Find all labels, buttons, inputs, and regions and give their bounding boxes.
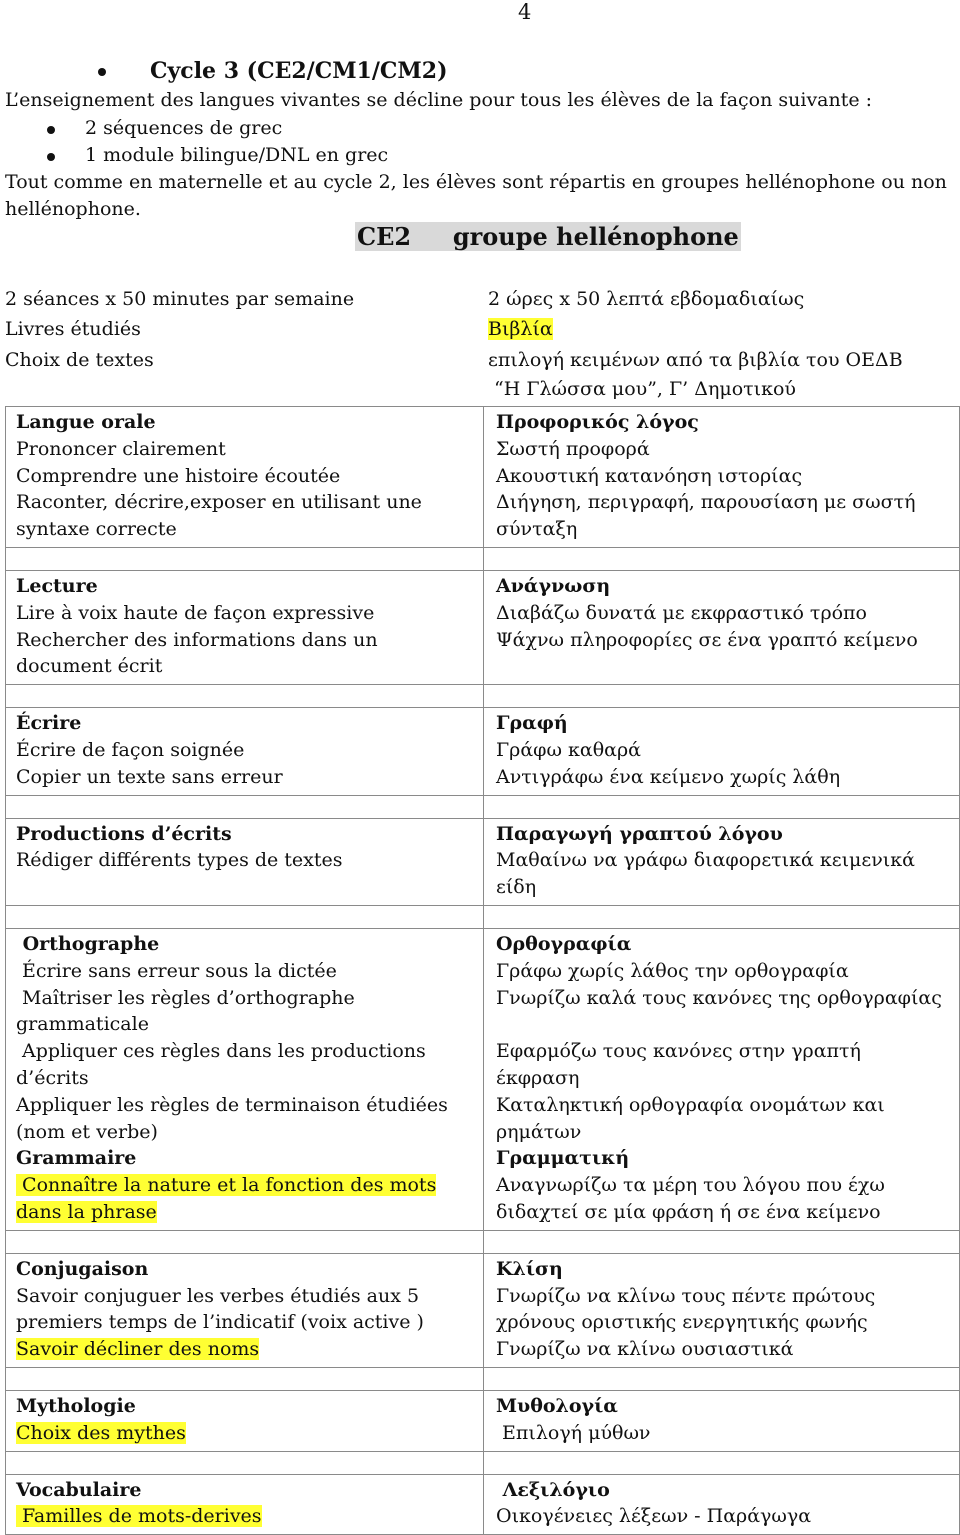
books-fr: Livres étudiés — [5, 318, 141, 340]
heading-fr: Mythologie — [16, 1394, 136, 1417]
line-gr: Επιλογή μύθων — [496, 1421, 651, 1444]
line-gr: Εφαρμόζω τους κανόνες στην γραπτή — [496, 1040, 861, 1063]
heading-gr: Κλίση — [496, 1257, 563, 1280]
heading-fr: Langue orale — [16, 411, 156, 433]
table-row — [6, 818, 960, 905]
line-gr: Ακουστική κατανόηση ιστορίας — [496, 464, 803, 487]
line-gr: Αντιγράφω ένα κείμενο χωρίς λάθη — [496, 765, 841, 788]
cell-gr — [484, 1474, 960, 1535]
line-fr: Rechercher des informations dans un — [16, 628, 378, 651]
bullet-icon — [98, 68, 106, 76]
texts-gr-2: “Η Γλώσσα μου”, Γ’ Δημοτικού — [494, 378, 796, 400]
bullet-icon — [47, 126, 55, 134]
heading-gr: Ανάγνωση — [496, 574, 611, 597]
table-row — [6, 928, 960, 1230]
line-fr: d’écrits — [16, 1066, 89, 1089]
line-fr: (nom et verbe) — [16, 1120, 158, 1143]
cell-fr — [6, 407, 484, 548]
line-gr: Καταληκτική ορθογραφία ονομάτων και — [496, 1093, 885, 1116]
line-gr: διδαχτεί σε μία φράση ή σε ένα κείμενο — [496, 1200, 881, 1223]
heading-gr: Λεξιλόγιο — [496, 1478, 610, 1501]
cell-gr — [484, 407, 960, 548]
table-row — [6, 1390, 960, 1451]
intro-line-3: hellénophone. — [5, 198, 141, 220]
spacer-row — [6, 1451, 960, 1474]
line-gr: Γράφω καθαρά — [496, 738, 641, 761]
heading-gr: Γραμματική — [496, 1147, 630, 1170]
intro-bullet-1 — [85, 117, 282, 139]
heading-gr: Γραφή — [496, 712, 568, 735]
heading-fr: Grammaire — [16, 1147, 137, 1170]
heading-fr: Écrire — [16, 712, 82, 735]
spacer-row — [6, 547, 960, 570]
texts-gr: επιλογή κειμένων από τα βιβλία του ΟΕΔΒ — [488, 349, 903, 371]
line-fr: syntaxe correcte — [16, 518, 177, 541]
heading-fr: Orthographe — [16, 932, 160, 955]
spacer-row — [6, 1230, 960, 1253]
spacer-row — [6, 685, 960, 708]
cell-fr — [6, 570, 484, 684]
line-fr: premiers temps de l’indicatif (voix active ) — [16, 1311, 424, 1334]
line-gr: Σωστή προφορά — [496, 437, 650, 460]
heading-gr: Μυθολογία — [496, 1394, 618, 1417]
table-row — [6, 708, 960, 795]
line-gr: Αναγνωρίζω τα μέρη του λόγου που έχω — [496, 1174, 885, 1197]
bullet-icon — [47, 153, 55, 161]
line-fr: Maîtriser les règles d’orthographe — [16, 986, 355, 1009]
page-number: 4 — [518, 0, 532, 24]
line-gr: Διήγηση, περιγραφή, παρουσίαση με σωστή — [496, 491, 916, 514]
intro-line-1: L’enseignement des langues vivantes se décline pour tous les élèves de la façon suivante : — [5, 89, 873, 111]
line-fr-highlight: dans la phrase — [16, 1200, 157, 1223]
cell-gr — [484, 708, 960, 795]
line-gr: έκφραση — [496, 1066, 580, 1089]
group-title: CE2 groupe hellénophone — [357, 222, 739, 251]
line-fr: Comprendre une histoire écoutée — [16, 464, 341, 487]
cell-fr — [6, 928, 484, 1230]
intro-bullet-text: 1 module bilingue/DNL en grec — [85, 144, 389, 166]
texts-fr: Choix de textes — [5, 349, 154, 371]
line-fr: Écrire sans erreur sous la dictée — [16, 959, 337, 982]
cell-fr — [6, 1390, 484, 1451]
line-gr: Γνωρίζω να κλίνω τους πέντε πρώτους — [496, 1284, 876, 1307]
spacer-row — [6, 1367, 960, 1390]
heading-gr: Ορθογραφία — [496, 932, 632, 955]
line-fr-highlight: Choix des mythes — [16, 1421, 186, 1444]
cell-gr — [484, 928, 960, 1230]
heading-gr: Παραγωγή γραπτού λόγου — [496, 822, 783, 845]
line-gr: σύνταξη — [496, 518, 578, 541]
line-fr-highlight: Familles de mots-derives — [16, 1505, 262, 1528]
curriculum-table — [5, 406, 960, 1535]
intro-bullet-2 — [85, 144, 388, 166]
line-fr: Savoir conjuguer les verbes étudiés aux 5 — [16, 1284, 420, 1307]
sessions-fr: 2 séances x 50 minutes par semaine — [5, 288, 355, 310]
spacer-row — [6, 795, 960, 818]
heading-fr: Lecture — [16, 574, 98, 597]
table-row — [6, 1474, 960, 1535]
line-fr: Appliquer les règles de terminaison étudiées — [16, 1093, 448, 1116]
line-fr: Prononcer clairement — [16, 437, 226, 460]
line-fr-highlight: Savoir décliner des noms — [16, 1338, 260, 1361]
line-gr: χρόνους οριστικής ενεργητικής φωνής — [496, 1311, 868, 1334]
heading-fr: Conjugaison — [16, 1257, 149, 1280]
line-gr: Γράφω χωρίς λάθος την ορθογραφία — [496, 959, 849, 982]
line-gr: ρημάτων — [496, 1120, 582, 1143]
line-gr: Οικογένειες λέξεων - Παράγωγα — [496, 1505, 812, 1528]
line-fr: Raconter, décrire,exposer en utilisant une — [16, 491, 422, 514]
line-fr-highlight: Connaître la nature et la fonction des mots — [16, 1174, 437, 1197]
table-row — [6, 407, 960, 548]
line-fr: Copier un texte sans erreur — [16, 765, 283, 788]
sessions-gr: 2 ώρες x 50 λεπτά εβδομαδιαίως — [488, 288, 805, 310]
line-gr: είδη — [496, 876, 537, 899]
line-gr: Γνωρίζω να κλίνω ουσιαστικά — [496, 1338, 794, 1361]
cell-fr — [6, 708, 484, 795]
cell-gr — [484, 818, 960, 905]
heading-gr: Προφορικός λόγος — [496, 411, 699, 433]
heading-fr: Productions d’écrits — [16, 822, 232, 845]
line-gr: Γνωρίζω καλά τους κανόνες της ορθογραφίας — [496, 986, 942, 1009]
line-gr: Διαβάζω δυνατά με εκφραστικό τρόπο — [496, 601, 867, 624]
table-row — [6, 570, 960, 684]
line-fr: Lire à voix haute de façon expressive — [16, 601, 375, 624]
cell-gr — [484, 570, 960, 684]
cell-fr — [6, 818, 484, 905]
intro-line-2: Tout comme en maternelle et au cycle 2, les élèves sont répartis en groupes hellénophone ou non — [5, 171, 947, 193]
line-fr: Appliquer ces règles dans les productions — [16, 1040, 426, 1063]
cell-gr — [484, 1390, 960, 1451]
section-title — [108, 58, 447, 84]
line-fr: Écrire de façon soignée — [16, 738, 245, 761]
line-fr: document écrit — [16, 655, 163, 678]
cell-gr — [484, 1253, 960, 1367]
spacer-row — [6, 905, 960, 928]
line-gr: Μαθαίνω να γράφω διαφορετικά κειμενικά — [496, 849, 915, 872]
line-gr — [496, 1011, 949, 1038]
cell-fr — [6, 1253, 484, 1367]
cell-fr — [6, 1474, 484, 1535]
table-row — [6, 1253, 960, 1367]
section-title-text: Cycle 3 (CE2/CM1/CM2) — [150, 58, 448, 84]
line-gr: Ψάχνω πληροφορίες σε ένα γραπτό κείμενο — [496, 628, 918, 651]
books-gr: Βιβλία — [488, 318, 553, 340]
line-fr: grammaticale — [16, 1013, 149, 1036]
heading-fr: Vocabulaire — [16, 1478, 142, 1501]
intro-bullet-text: 2 séquences de grec — [85, 117, 283, 139]
line-fr: Rédiger différents types de textes — [16, 849, 343, 872]
